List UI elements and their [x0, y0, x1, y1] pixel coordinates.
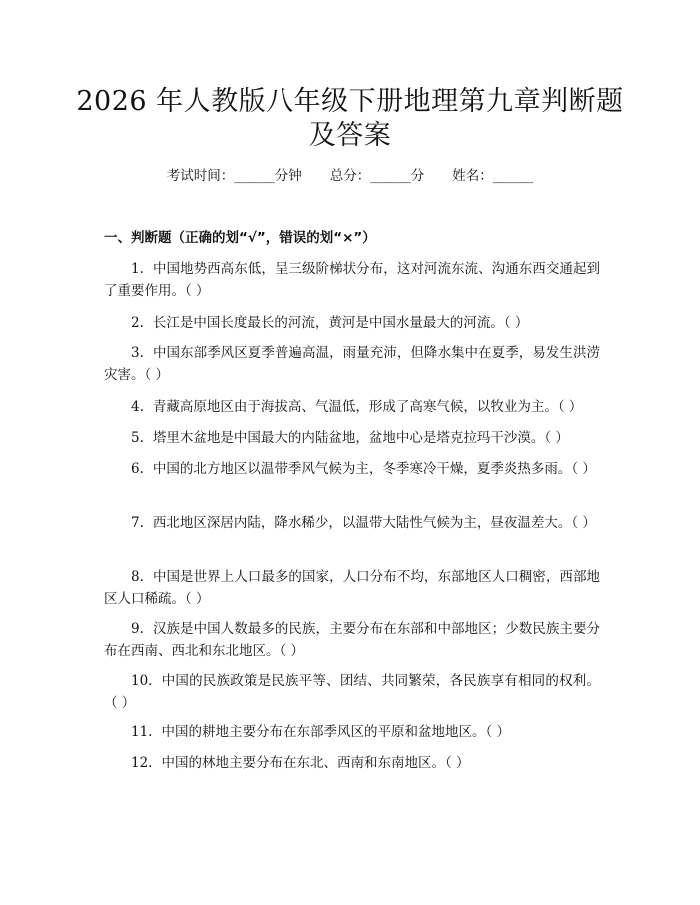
question-number: 6.: [131, 461, 144, 477]
question-number: 2.: [131, 315, 144, 331]
question-number: 11.: [131, 724, 153, 740]
question-text: 西北地区深居内陆，降水稀少，以温带大陆性气候为主，昼夜温差大。（ ）: [152, 515, 596, 531]
name-blank: ______: [492, 168, 534, 184]
document-title-line-2: 及答案: [308, 120, 392, 151]
question-item: [104, 396, 600, 418]
question-text: 中国东部季风区夏季普遍高温，雨量充沛，但降水集中在夏季，易发生洪涝灾害。（ ）: [104, 345, 600, 383]
time-unit: 分钟: [274, 168, 302, 184]
question-number: 1.: [131, 261, 144, 277]
question-text: 青藏高原地区由于海拔高、气温低，形成了高寒气候，以牧业为主。（ ）: [152, 399, 583, 415]
question-item: [104, 427, 600, 449]
time-label: 考试时间：: [166, 168, 235, 184]
section-heading: 一、判断题（正确的划“√”，错误的划“×”）: [104, 230, 376, 246]
question-text: 中国的林地主要分布在东北、西南和东南地区。（ ）: [161, 755, 470, 771]
question-item: [104, 458, 600, 480]
question-text: 塔里木盆地是中国最大的内陆盆地，盆地中心是塔克拉玛干沙漠。（ ）: [152, 430, 569, 446]
question-number: 3.: [131, 345, 144, 361]
exam-info: [0, 166, 700, 186]
name-label: 姓名：: [452, 168, 493, 184]
question-text: 中国地势西高东低，呈三级阶梯状分布，这对河流东流、沟通东西交通起到了重要作用。（ ）: [104, 261, 600, 299]
question-text: 中国是世界上人口最多的国家，人口分布不均，东部地区人口稠密，西部地区人口稀疏。（ ）: [104, 569, 600, 607]
question-number: 7.: [131, 515, 144, 531]
question-item: [104, 721, 600, 743]
question-text: 长江是中国长度最长的河流，黄河是中国水量最大的河流。（ ）: [152, 315, 529, 331]
question-item: [104, 312, 600, 334]
question-number: 9.: [131, 621, 144, 637]
score-unit: 分: [410, 168, 425, 184]
question-item: [104, 618, 600, 662]
question-item: [104, 258, 600, 302]
question-item: [104, 670, 600, 714]
question-item: [104, 512, 600, 534]
question-number: 5.: [131, 430, 144, 446]
question-number: 4.: [131, 399, 144, 415]
time-blank: ______: [234, 168, 275, 184]
question-text: 中国的耕地主要分布在东部季风区的平原和盆地地区。（ ）: [161, 724, 511, 740]
question-item: [104, 566, 600, 610]
question-number: 12.: [131, 755, 153, 771]
question-number: 10.: [131, 673, 153, 689]
question-number: 8.: [131, 569, 144, 585]
question-item: [104, 752, 600, 774]
document-title-line-1: 2026 年人教版八年级下册地理第九章判断题: [76, 86, 624, 117]
score-label: 总分：: [329, 168, 371, 184]
question-item: [104, 342, 600, 386]
question-text: 汉族是中国人数最多的民族，主要分布在东部和中部地区；少数民族主要分布在西南、西北和东北地区。（ ）: [104, 621, 600, 659]
question-text: 中国的民族政策是民族平等、团结、共同繁荣，各民族享有相同的权利。（ ）: [104, 673, 600, 711]
score-blank: ______: [370, 168, 411, 184]
question-text: 中国的北方地区以温带季风气候为主，冬季寒冷干燥，夏季炎热多雨。（ ）: [152, 461, 596, 477]
